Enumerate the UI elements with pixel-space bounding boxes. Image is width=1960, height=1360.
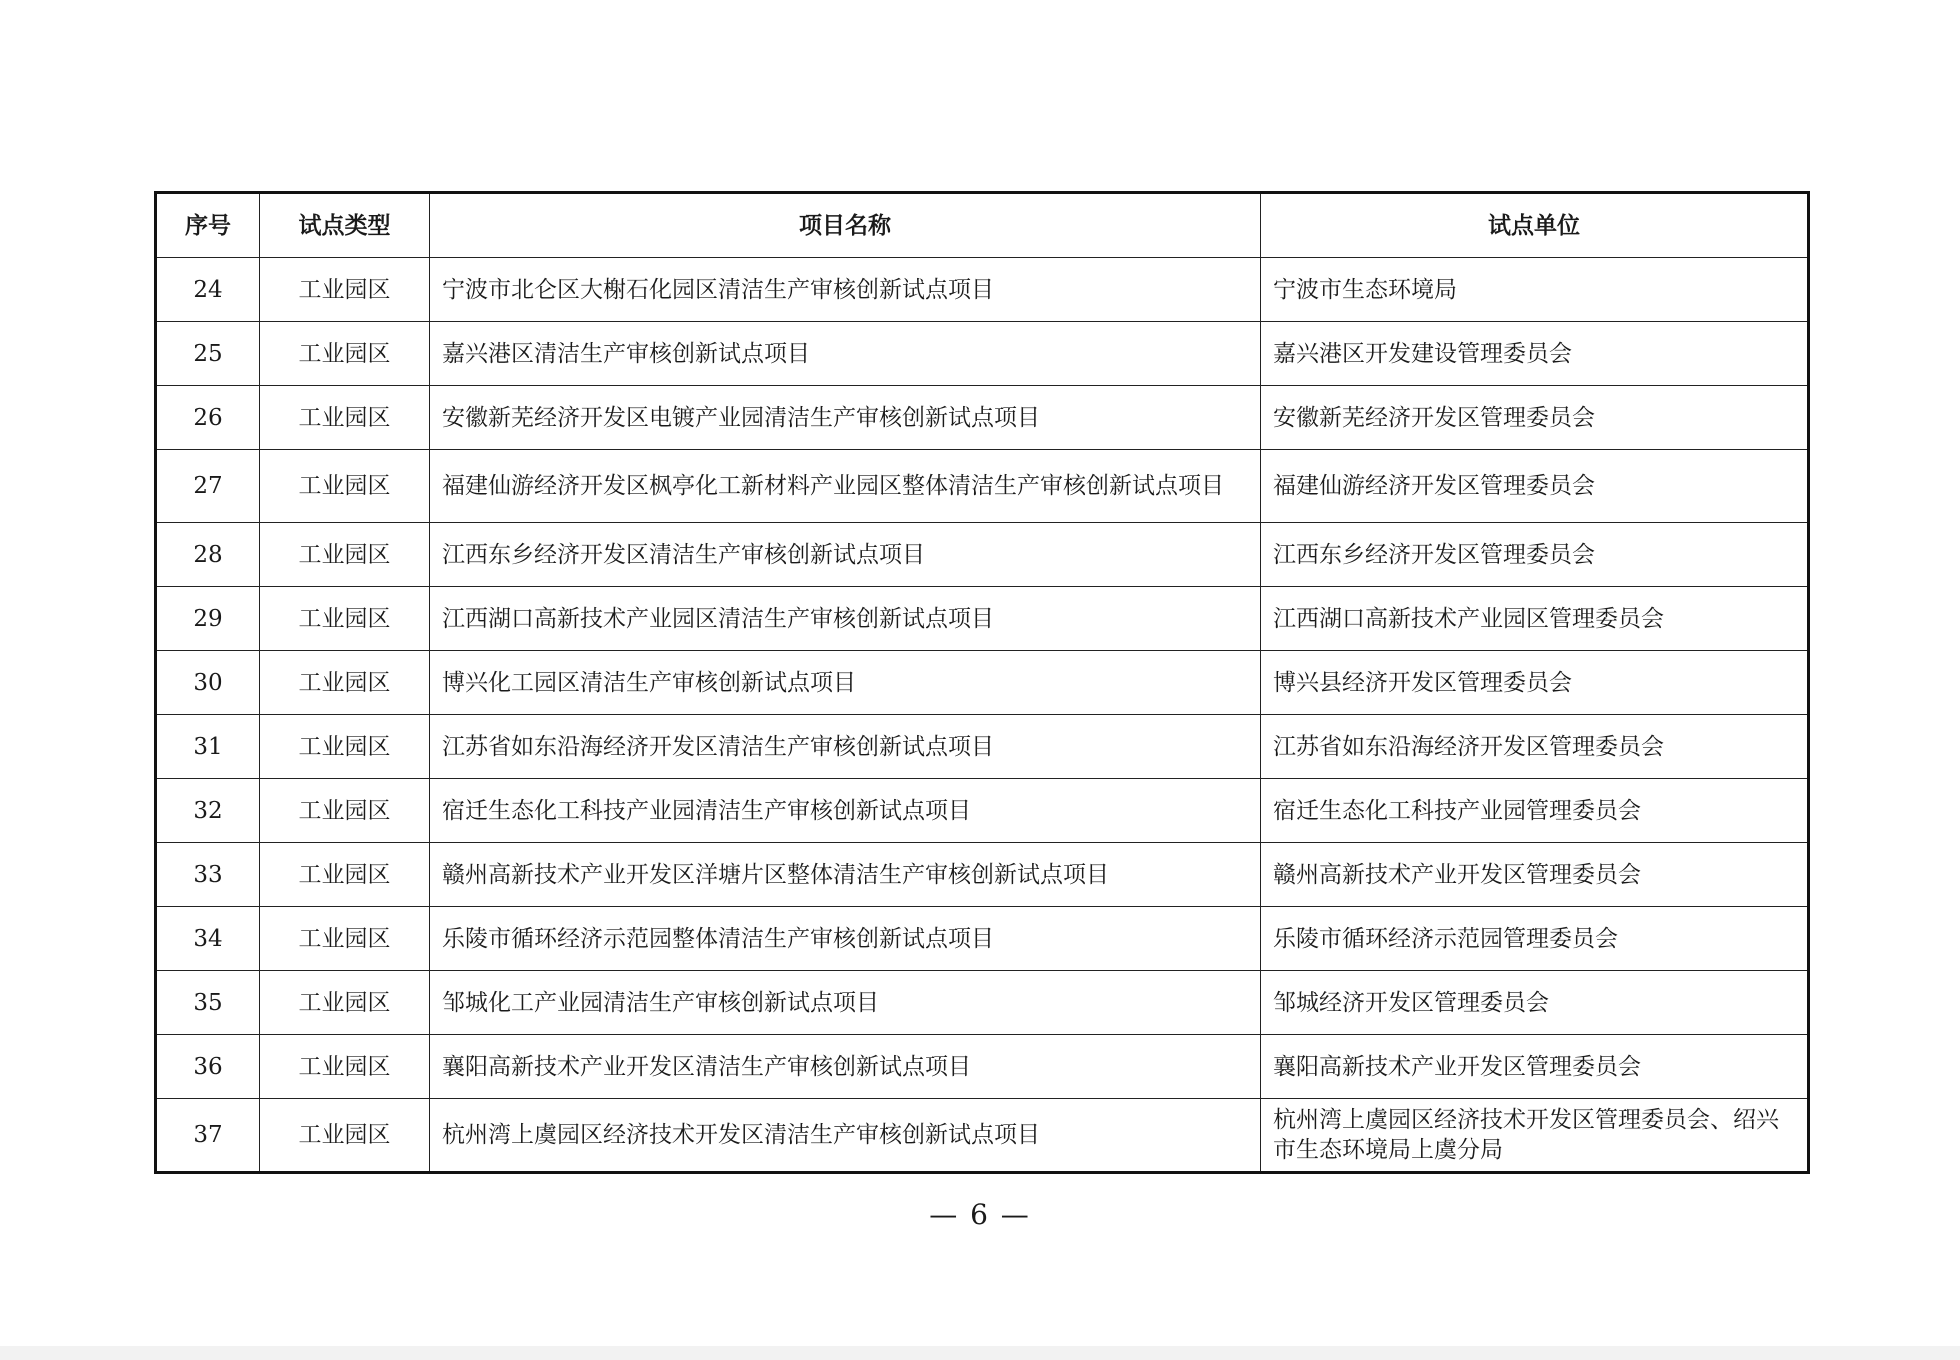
cell-unit: 宁波市生态环境局 [1261, 258, 1809, 322]
cell-unit: 杭州湾上虞园区经济技术开发区管理委员会、绍兴市生态环境局上虞分局 [1261, 1099, 1809, 1173]
header-type: 试点类型 [260, 193, 430, 258]
table-row [156, 450, 1809, 523]
table-row [156, 587, 1809, 651]
table-row [156, 651, 1809, 715]
cell-unit: 襄阳高新技术产业开发区管理委员会 [1261, 1035, 1809, 1099]
table-row [156, 1099, 1809, 1173]
cell-type: 工业园区 [260, 971, 430, 1035]
cell-unit: 宿迁生态化工科技产业园管理委员会 [1261, 779, 1809, 843]
cell-type: 工业园区 [260, 450, 430, 523]
cell-project: 乐陵市循环经济示范园整体清洁生产审核创新试点项目 [430, 907, 1261, 971]
cell-project: 江西东乡经济开发区清洁生产审核创新试点项目 [430, 523, 1261, 587]
cell-project: 赣州高新技术产业开发区洋塘片区整体清洁生产审核创新试点项目 [430, 843, 1261, 907]
cell-project: 邹城化工产业园清洁生产审核创新试点项目 [430, 971, 1261, 1035]
table-row [156, 715, 1809, 779]
cell-project: 杭州湾上虞园区经济技术开发区清洁生产审核创新试点项目 [430, 1099, 1261, 1173]
cell-project: 嘉兴港区清洁生产审核创新试点项目 [430, 322, 1261, 386]
cell-project: 宿迁生态化工科技产业园清洁生产审核创新试点项目 [430, 779, 1261, 843]
cell-index: 24 [156, 258, 260, 322]
table-body [156, 258, 1809, 1173]
cell-type: 工业园区 [260, 843, 430, 907]
cell-unit: 江西湖口高新技术产业园区管理委员会 [1261, 587, 1809, 651]
cell-type: 工业园区 [260, 258, 430, 322]
table-row [156, 779, 1809, 843]
cell-type: 工业园区 [260, 907, 430, 971]
table-row [156, 843, 1809, 907]
cell-index: 31 [156, 715, 260, 779]
table-header [156, 193, 1809, 258]
cell-unit: 邹城经济开发区管理委员会 [1261, 971, 1809, 1035]
header-project: 项目名称 [430, 193, 1261, 258]
cell-unit: 江苏省如东沿海经济开发区管理委员会 [1261, 715, 1809, 779]
cell-type: 工业园区 [260, 587, 430, 651]
cell-type: 工业园区 [260, 1099, 430, 1173]
cell-project: 福建仙游经济开发区枫亭化工新材料产业园区整体清洁生产审核创新试点项目 [430, 450, 1261, 523]
cell-project: 博兴化工园区清洁生产审核创新试点项目 [430, 651, 1261, 715]
cell-type: 工业园区 [260, 651, 430, 715]
cell-project: 江苏省如东沿海经济开发区清洁生产审核创新试点项目 [430, 715, 1261, 779]
table-row [156, 386, 1809, 450]
cell-unit: 乐陵市循环经济示范园管理委员会 [1261, 907, 1809, 971]
cell-type: 工业园区 [260, 523, 430, 587]
cell-unit: 博兴县经济开发区管理委员会 [1261, 651, 1809, 715]
table-row [156, 322, 1809, 386]
table-row [156, 907, 1809, 971]
cell-index: 27 [156, 450, 260, 523]
cell-index: 25 [156, 322, 260, 386]
cell-project: 宁波市北仑区大榭石化园区清洁生产审核创新试点项目 [430, 258, 1261, 322]
cell-index: 36 [156, 1035, 260, 1099]
header-row [156, 193, 1809, 258]
cell-index: 37 [156, 1099, 260, 1173]
cell-index: 35 [156, 971, 260, 1035]
cell-unit: 福建仙游经济开发区管理委员会 [1261, 450, 1809, 523]
cell-index: 34 [156, 907, 260, 971]
cell-type: 工业园区 [260, 779, 430, 843]
cell-index: 28 [156, 523, 260, 587]
table-row [156, 1035, 1809, 1099]
header-index: 序号 [156, 193, 260, 258]
cell-index: 26 [156, 386, 260, 450]
cell-project: 襄阳高新技术产业开发区清洁生产审核创新试点项目 [430, 1035, 1261, 1099]
cell-index: 33 [156, 843, 260, 907]
cell-unit: 赣州高新技术产业开发区管理委员会 [1261, 843, 1809, 907]
page-number: — 6 — [929, 1198, 1031, 1231]
cell-index: 32 [156, 779, 260, 843]
cell-type: 工业园区 [260, 322, 430, 386]
cell-index: 30 [156, 651, 260, 715]
cell-unit: 安徽新芜经济开发区管理委员会 [1261, 386, 1809, 450]
table-row [156, 258, 1809, 322]
table-row [156, 971, 1809, 1035]
cell-unit: 嘉兴港区开发建设管理委员会 [1261, 322, 1809, 386]
cell-type: 工业园区 [260, 1035, 430, 1099]
pilot-projects-table [154, 191, 1810, 1174]
cell-type: 工业园区 [260, 715, 430, 779]
cell-project: 安徽新芜经济开发区电镀产业园清洁生产审核创新试点项目 [430, 386, 1261, 450]
table-row [156, 523, 1809, 587]
cell-unit: 江西东乡经济开发区管理委员会 [1261, 523, 1809, 587]
header-unit: 试点单位 [1261, 193, 1809, 258]
cell-type: 工业园区 [260, 386, 430, 450]
cell-index: 29 [156, 587, 260, 651]
cell-project: 江西湖口高新技术产业园区清洁生产审核创新试点项目 [430, 587, 1261, 651]
page-bottom-edge [0, 1346, 1960, 1360]
